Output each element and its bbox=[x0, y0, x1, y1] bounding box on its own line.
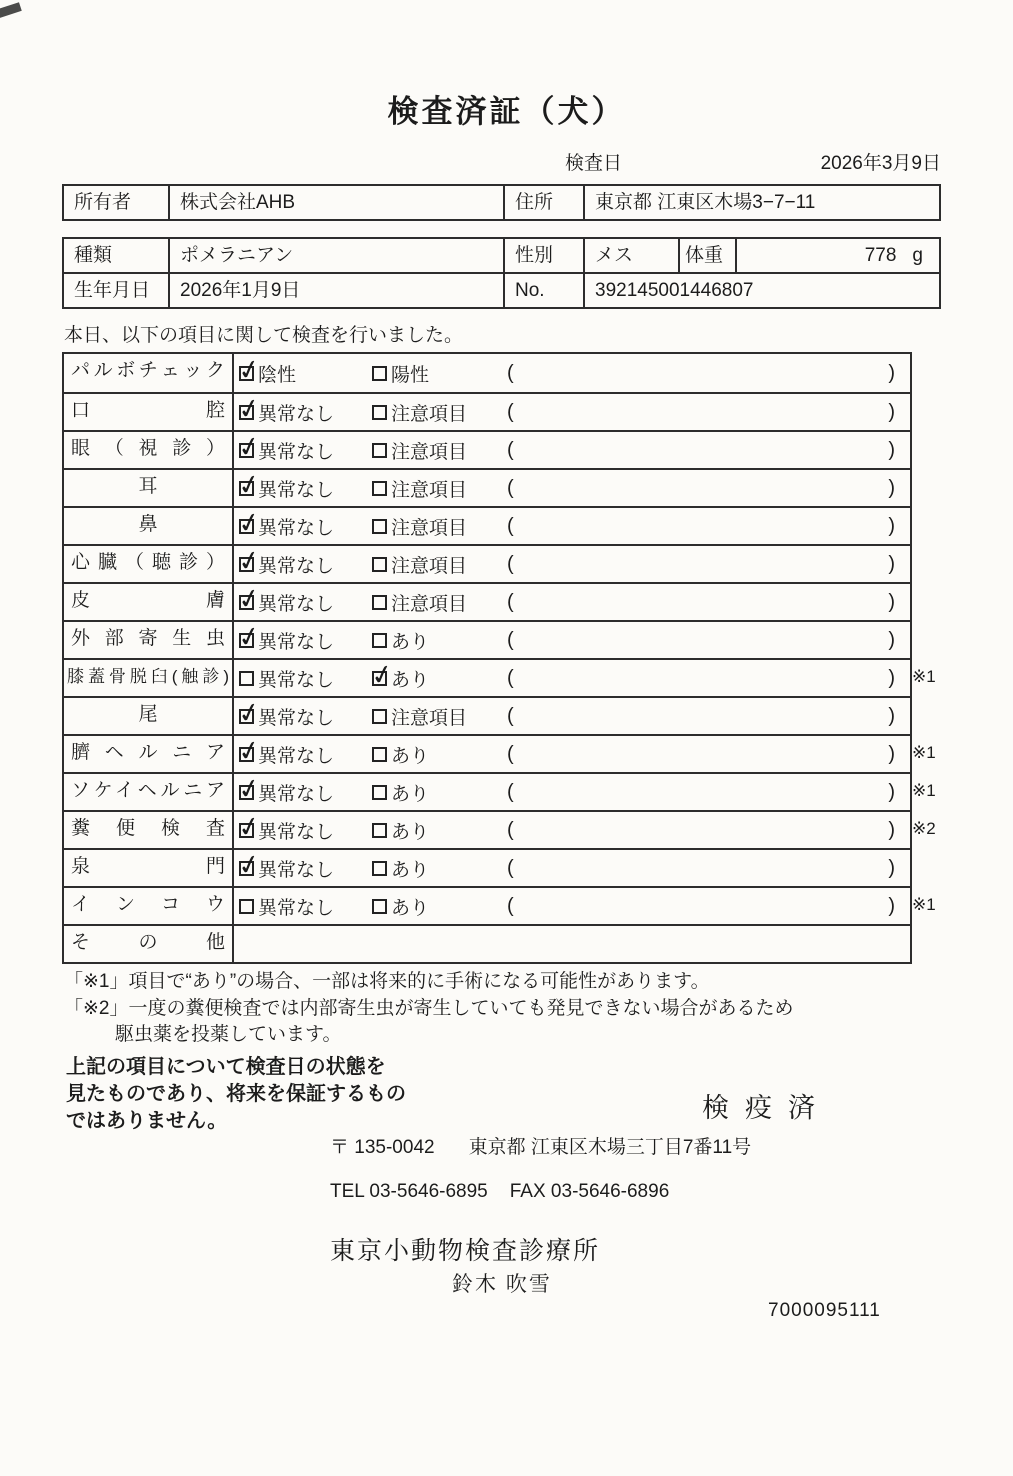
footnote-marker: ※1 bbox=[912, 743, 936, 762]
exam-item-label: その他 bbox=[64, 926, 234, 962]
result-option-1 bbox=[239, 855, 372, 882]
footnote-marker: ※1 bbox=[912, 667, 936, 686]
option-label: 異常なし bbox=[258, 669, 335, 691]
weight-value-cell bbox=[735, 239, 939, 272]
paren-close: ) bbox=[888, 780, 895, 803]
exam-item-label: 臍ヘルニア bbox=[64, 736, 234, 772]
paren-close: ) bbox=[888, 552, 895, 575]
exam-item-result bbox=[234, 698, 910, 734]
checkbox-icon bbox=[239, 671, 254, 686]
exam-item-label: インコウ bbox=[64, 888, 234, 924]
remarks-field bbox=[507, 857, 895, 880]
exam-checklist-table bbox=[62, 352, 936, 964]
paren-open: ( bbox=[507, 400, 514, 423]
result-option-1 bbox=[239, 817, 372, 844]
result-option-1 bbox=[239, 741, 372, 768]
option-label: 異常なし bbox=[258, 783, 335, 805]
option-label: 注意項目 bbox=[391, 441, 468, 463]
table-row bbox=[64, 186, 939, 219]
checkbox-icon bbox=[372, 823, 387, 838]
option-label: 異常なし bbox=[258, 707, 335, 729]
exam-item-result bbox=[234, 926, 910, 962]
result-option-2 bbox=[372, 665, 507, 692]
option-label: 異常なし bbox=[258, 479, 335, 501]
checkbox-icon bbox=[239, 366, 254, 381]
birthdate-value: 2026年1月9日 bbox=[168, 274, 503, 307]
exam-item-label: 膝蓋骨脱臼(触診) bbox=[64, 660, 234, 696]
option-label: あり bbox=[391, 821, 430, 843]
exam-item-label: パルボチェック bbox=[64, 354, 234, 392]
option-label: 異常なし bbox=[258, 745, 335, 767]
inspection-date-label: 検査日 bbox=[565, 153, 623, 174]
checkbox-icon bbox=[372, 443, 387, 458]
paren-open: ( bbox=[507, 590, 514, 613]
number-label: No. bbox=[503, 274, 583, 307]
breed-label: 種類 bbox=[74, 245, 113, 266]
option-label: あり bbox=[391, 783, 430, 805]
result-option-1 bbox=[239, 589, 372, 616]
option-label: あり bbox=[391, 745, 430, 767]
paren-open: ( bbox=[507, 780, 514, 803]
checkbox-icon bbox=[372, 785, 387, 800]
weight-unit: g bbox=[912, 245, 923, 266]
result-option-2 bbox=[372, 360, 507, 387]
breed-value: ポメラニアン bbox=[168, 239, 503, 272]
remarks-field bbox=[507, 895, 895, 918]
address-value: 東京都 江東区木場3−7−11 bbox=[583, 186, 939, 219]
checklist-row bbox=[64, 582, 910, 620]
result-option-2 bbox=[372, 475, 507, 502]
disclaimer-line-3: ではありません。 bbox=[66, 1110, 228, 1132]
checkbox-icon bbox=[239, 519, 254, 534]
exam-item-result bbox=[234, 888, 910, 924]
clinic-postal-address bbox=[330, 1132, 751, 1159]
exam-item-label: 皮膚 bbox=[64, 584, 234, 620]
remarks-field bbox=[507, 401, 895, 424]
exam-item-result bbox=[234, 812, 910, 848]
footnote-1: 「※1」項目で“あり”の場合、一部は将来的に手術になる可能性があります。 bbox=[64, 971, 710, 992]
postal-code: 〒 135-0042 bbox=[330, 1137, 435, 1158]
option-label: 注意項目 bbox=[391, 403, 468, 425]
scan-artifact bbox=[0, 2, 22, 19]
checkbox-icon bbox=[372, 671, 387, 686]
owner-table bbox=[62, 184, 941, 221]
checkbox-icon bbox=[239, 443, 254, 458]
option-label: あり bbox=[391, 859, 430, 881]
veterinarian-name: 鈴木 吹雪 bbox=[452, 1273, 552, 1296]
result-option-2 bbox=[372, 551, 507, 578]
remarks-field bbox=[507, 515, 895, 538]
paren-open: ( bbox=[507, 704, 514, 727]
paren-open: ( bbox=[507, 666, 514, 689]
remarks-field bbox=[507, 743, 895, 766]
option-label: 異常なし bbox=[258, 897, 335, 919]
result-option-1 bbox=[239, 665, 372, 692]
paren-close: ) bbox=[888, 894, 895, 917]
paren-close: ) bbox=[888, 514, 895, 537]
clinic-name: 東京小動物検査診療所 bbox=[330, 1237, 601, 1265]
table-row bbox=[64, 272, 939, 307]
exam-item-label: 糞便検査 bbox=[64, 812, 234, 848]
paren-open: ( bbox=[507, 361, 514, 384]
checklist-row bbox=[64, 392, 910, 430]
option-label: 異常なし bbox=[258, 403, 335, 425]
checklist-row bbox=[64, 886, 936, 924]
birthdate-label: 生年月日 bbox=[74, 280, 151, 301]
footnote-2-line-2: 駆虫薬を投薬しています。 bbox=[115, 1024, 342, 1045]
paren-open: ( bbox=[507, 514, 514, 537]
exam-item-label: 眼（視診） bbox=[64, 432, 234, 468]
result-option-2 bbox=[372, 399, 507, 426]
checkbox-icon bbox=[372, 861, 387, 876]
footnote-2-line-1: 「※2」一度の糞便検査では内部寄生虫が寄生していても発見できない場合があるため bbox=[64, 998, 794, 1019]
checklist-row bbox=[64, 658, 936, 696]
checkbox-icon bbox=[372, 366, 387, 381]
paren-close: ) bbox=[888, 628, 895, 651]
option-label: 異常なし bbox=[258, 821, 335, 843]
clinic-address: 東京都 江東区木場三丁目7番11号 bbox=[468, 1137, 752, 1158]
sex-label: 性別 bbox=[503, 239, 583, 272]
checklist-row bbox=[64, 620, 910, 658]
checklist-row bbox=[64, 430, 910, 468]
exam-item-result bbox=[234, 394, 910, 430]
checkbox-icon bbox=[372, 899, 387, 914]
paren-close: ) bbox=[888, 742, 895, 765]
option-label: 注意項目 bbox=[391, 479, 468, 501]
exam-item-label: ソケイヘルニア bbox=[64, 774, 234, 810]
inspection-date-value: 2026年3月9日 bbox=[820, 153, 941, 174]
checklist-row bbox=[64, 848, 910, 886]
result-option-2 bbox=[372, 817, 507, 844]
checkbox-icon bbox=[372, 481, 387, 496]
remarks-field bbox=[507, 477, 895, 500]
paren-close: ) bbox=[888, 590, 895, 613]
remarks-field bbox=[507, 705, 895, 728]
paren-close: ) bbox=[888, 666, 895, 689]
checklist-row bbox=[64, 506, 910, 544]
checklist-row bbox=[64, 354, 910, 392]
result-option-2 bbox=[372, 589, 507, 616]
disclaimer-line-1: 上記の項目について検査日の状態を bbox=[66, 1056, 386, 1078]
remarks-field bbox=[507, 553, 895, 576]
checkbox-icon bbox=[239, 747, 254, 762]
exam-item-result bbox=[234, 470, 910, 506]
result-option-1 bbox=[239, 399, 372, 426]
paren-close: ) bbox=[888, 438, 895, 461]
result-option-2 bbox=[372, 779, 507, 806]
checklist-row bbox=[64, 696, 910, 734]
serial-number: 7000095111 bbox=[768, 1300, 881, 1321]
result-option-1 bbox=[239, 437, 372, 464]
option-label: 異常なし bbox=[258, 555, 335, 577]
exam-item-label: 外部寄生虫 bbox=[64, 622, 234, 658]
paren-open: ( bbox=[507, 894, 514, 917]
option-label: 陽性 bbox=[391, 364, 430, 386]
checkbox-icon bbox=[239, 709, 254, 724]
remarks-field bbox=[507, 667, 895, 690]
checklist-row bbox=[64, 544, 910, 582]
result-option-2 bbox=[372, 437, 507, 464]
checkbox-icon bbox=[239, 785, 254, 800]
option-label: 異常なし bbox=[258, 859, 335, 881]
disclaimer-line-2: 見たものであり、将来を保証するもの bbox=[66, 1083, 406, 1105]
checklist-row bbox=[64, 468, 910, 506]
sex-value: メス bbox=[583, 239, 678, 272]
checkbox-icon bbox=[372, 595, 387, 610]
number-value: 392145001446807 bbox=[583, 274, 939, 307]
result-option-2 bbox=[372, 627, 507, 654]
checkbox-icon bbox=[239, 823, 254, 838]
exam-item-result bbox=[234, 432, 910, 468]
page-title: 検査済証（犬） bbox=[387, 94, 626, 129]
footnote-marker: ※1 bbox=[912, 781, 936, 800]
table-row bbox=[64, 239, 939, 272]
paren-open: ( bbox=[507, 476, 514, 499]
pet-info-table bbox=[62, 237, 941, 309]
remarks-field bbox=[507, 819, 895, 842]
result-option-1 bbox=[239, 551, 372, 578]
exam-item-label: 尾 bbox=[64, 698, 234, 734]
option-label: 陰性 bbox=[258, 364, 297, 386]
option-label: 注意項目 bbox=[391, 517, 468, 539]
checklist-row bbox=[64, 734, 936, 772]
exam-item-result bbox=[234, 736, 910, 772]
paren-open: ( bbox=[507, 856, 514, 879]
checklist-row bbox=[64, 772, 936, 810]
inspection-date-row bbox=[565, 148, 941, 175]
checkbox-icon bbox=[372, 709, 387, 724]
paren-open: ( bbox=[507, 742, 514, 765]
weight-value: 778 bbox=[864, 245, 897, 266]
intro-text: 本日、以下の項目に関して検査を行いました。 bbox=[64, 325, 464, 346]
exam-item-result bbox=[234, 508, 910, 544]
paren-close: ) bbox=[888, 361, 895, 384]
quarantine-passed-stamp: 検疫済 bbox=[702, 1093, 831, 1123]
exam-item-result bbox=[234, 546, 910, 582]
exam-item-result bbox=[234, 850, 910, 886]
checkbox-icon bbox=[372, 405, 387, 420]
remarks-field bbox=[507, 362, 895, 385]
checkbox-icon bbox=[372, 747, 387, 762]
remarks-field bbox=[507, 781, 895, 804]
result-option-2 bbox=[372, 855, 507, 882]
disclaimer-text bbox=[66, 1054, 406, 1135]
checkbox-icon bbox=[372, 557, 387, 572]
result-option-1 bbox=[239, 893, 372, 920]
checklist-row bbox=[64, 810, 936, 848]
result-option-1 bbox=[239, 513, 372, 540]
weight-label: 体重 bbox=[678, 239, 735, 272]
remarks-field bbox=[507, 439, 895, 462]
option-label: 異常なし bbox=[258, 441, 335, 463]
exam-item-result bbox=[234, 774, 910, 810]
paren-close: ) bbox=[888, 704, 895, 727]
option-label: 異常なし bbox=[258, 517, 335, 539]
paren-open: ( bbox=[507, 818, 514, 841]
exam-item-label: 鼻 bbox=[64, 508, 234, 544]
result-option-1 bbox=[239, 627, 372, 654]
checkbox-icon bbox=[372, 633, 387, 648]
checkbox-icon bbox=[239, 405, 254, 420]
checkbox-icon bbox=[239, 633, 254, 648]
option-label: 注意項目 bbox=[391, 593, 468, 615]
paren-close: ) bbox=[888, 400, 895, 423]
checkbox-icon bbox=[239, 481, 254, 496]
paren-open: ( bbox=[507, 628, 514, 651]
remarks-field bbox=[507, 629, 895, 652]
paren-close: ) bbox=[888, 476, 895, 499]
option-label: 注意項目 bbox=[391, 555, 468, 577]
footnote-marker: ※2 bbox=[912, 819, 936, 838]
footnote-marker: ※1 bbox=[912, 895, 936, 914]
result-option-1 bbox=[239, 475, 372, 502]
option-label: あり bbox=[391, 631, 430, 653]
exam-item-label: 泉門 bbox=[64, 850, 234, 886]
option-label: あり bbox=[391, 669, 430, 691]
checkbox-icon bbox=[239, 899, 254, 914]
checkbox-icon bbox=[372, 519, 387, 534]
remarks-field bbox=[507, 591, 895, 614]
result-option-1 bbox=[239, 703, 372, 730]
option-label: 異常なし bbox=[258, 593, 335, 615]
exam-item-result bbox=[234, 584, 910, 620]
exam-item-label: 口腔 bbox=[64, 394, 234, 430]
clinic-tel: TEL 03-5646-6895 bbox=[330, 1181, 488, 1202]
clinic-fax: FAX 03-5646-6896 bbox=[509, 1181, 670, 1202]
checklist-row bbox=[64, 924, 910, 962]
result-option-2 bbox=[372, 893, 507, 920]
result-option-2 bbox=[372, 703, 507, 730]
checkbox-icon bbox=[239, 595, 254, 610]
result-option-2 bbox=[372, 741, 507, 768]
paren-open: ( bbox=[507, 552, 514, 575]
option-label: あり bbox=[391, 897, 430, 919]
address-label: 住所 bbox=[503, 186, 583, 219]
exam-item-result bbox=[234, 622, 910, 658]
paren-close: ) bbox=[888, 818, 895, 841]
clinic-contact bbox=[330, 1181, 669, 1203]
exam-item-result bbox=[234, 660, 910, 696]
result-option-1 bbox=[239, 779, 372, 806]
checkbox-icon bbox=[239, 861, 254, 876]
owner-value: 株式会社AHB bbox=[168, 186, 503, 219]
paren-open: ( bbox=[507, 438, 514, 461]
result-option-2 bbox=[372, 513, 507, 540]
exam-item-result bbox=[234, 354, 910, 392]
owner-label: 所有者 bbox=[74, 192, 132, 213]
exam-item-label: 心臓（聴診） bbox=[64, 546, 234, 582]
paren-close: ) bbox=[888, 856, 895, 879]
result-option-1 bbox=[239, 360, 372, 387]
option-label: 異常なし bbox=[258, 631, 335, 653]
exam-item-label: 耳 bbox=[64, 470, 234, 506]
checkbox-icon bbox=[239, 557, 254, 572]
option-label: 注意項目 bbox=[391, 707, 468, 729]
